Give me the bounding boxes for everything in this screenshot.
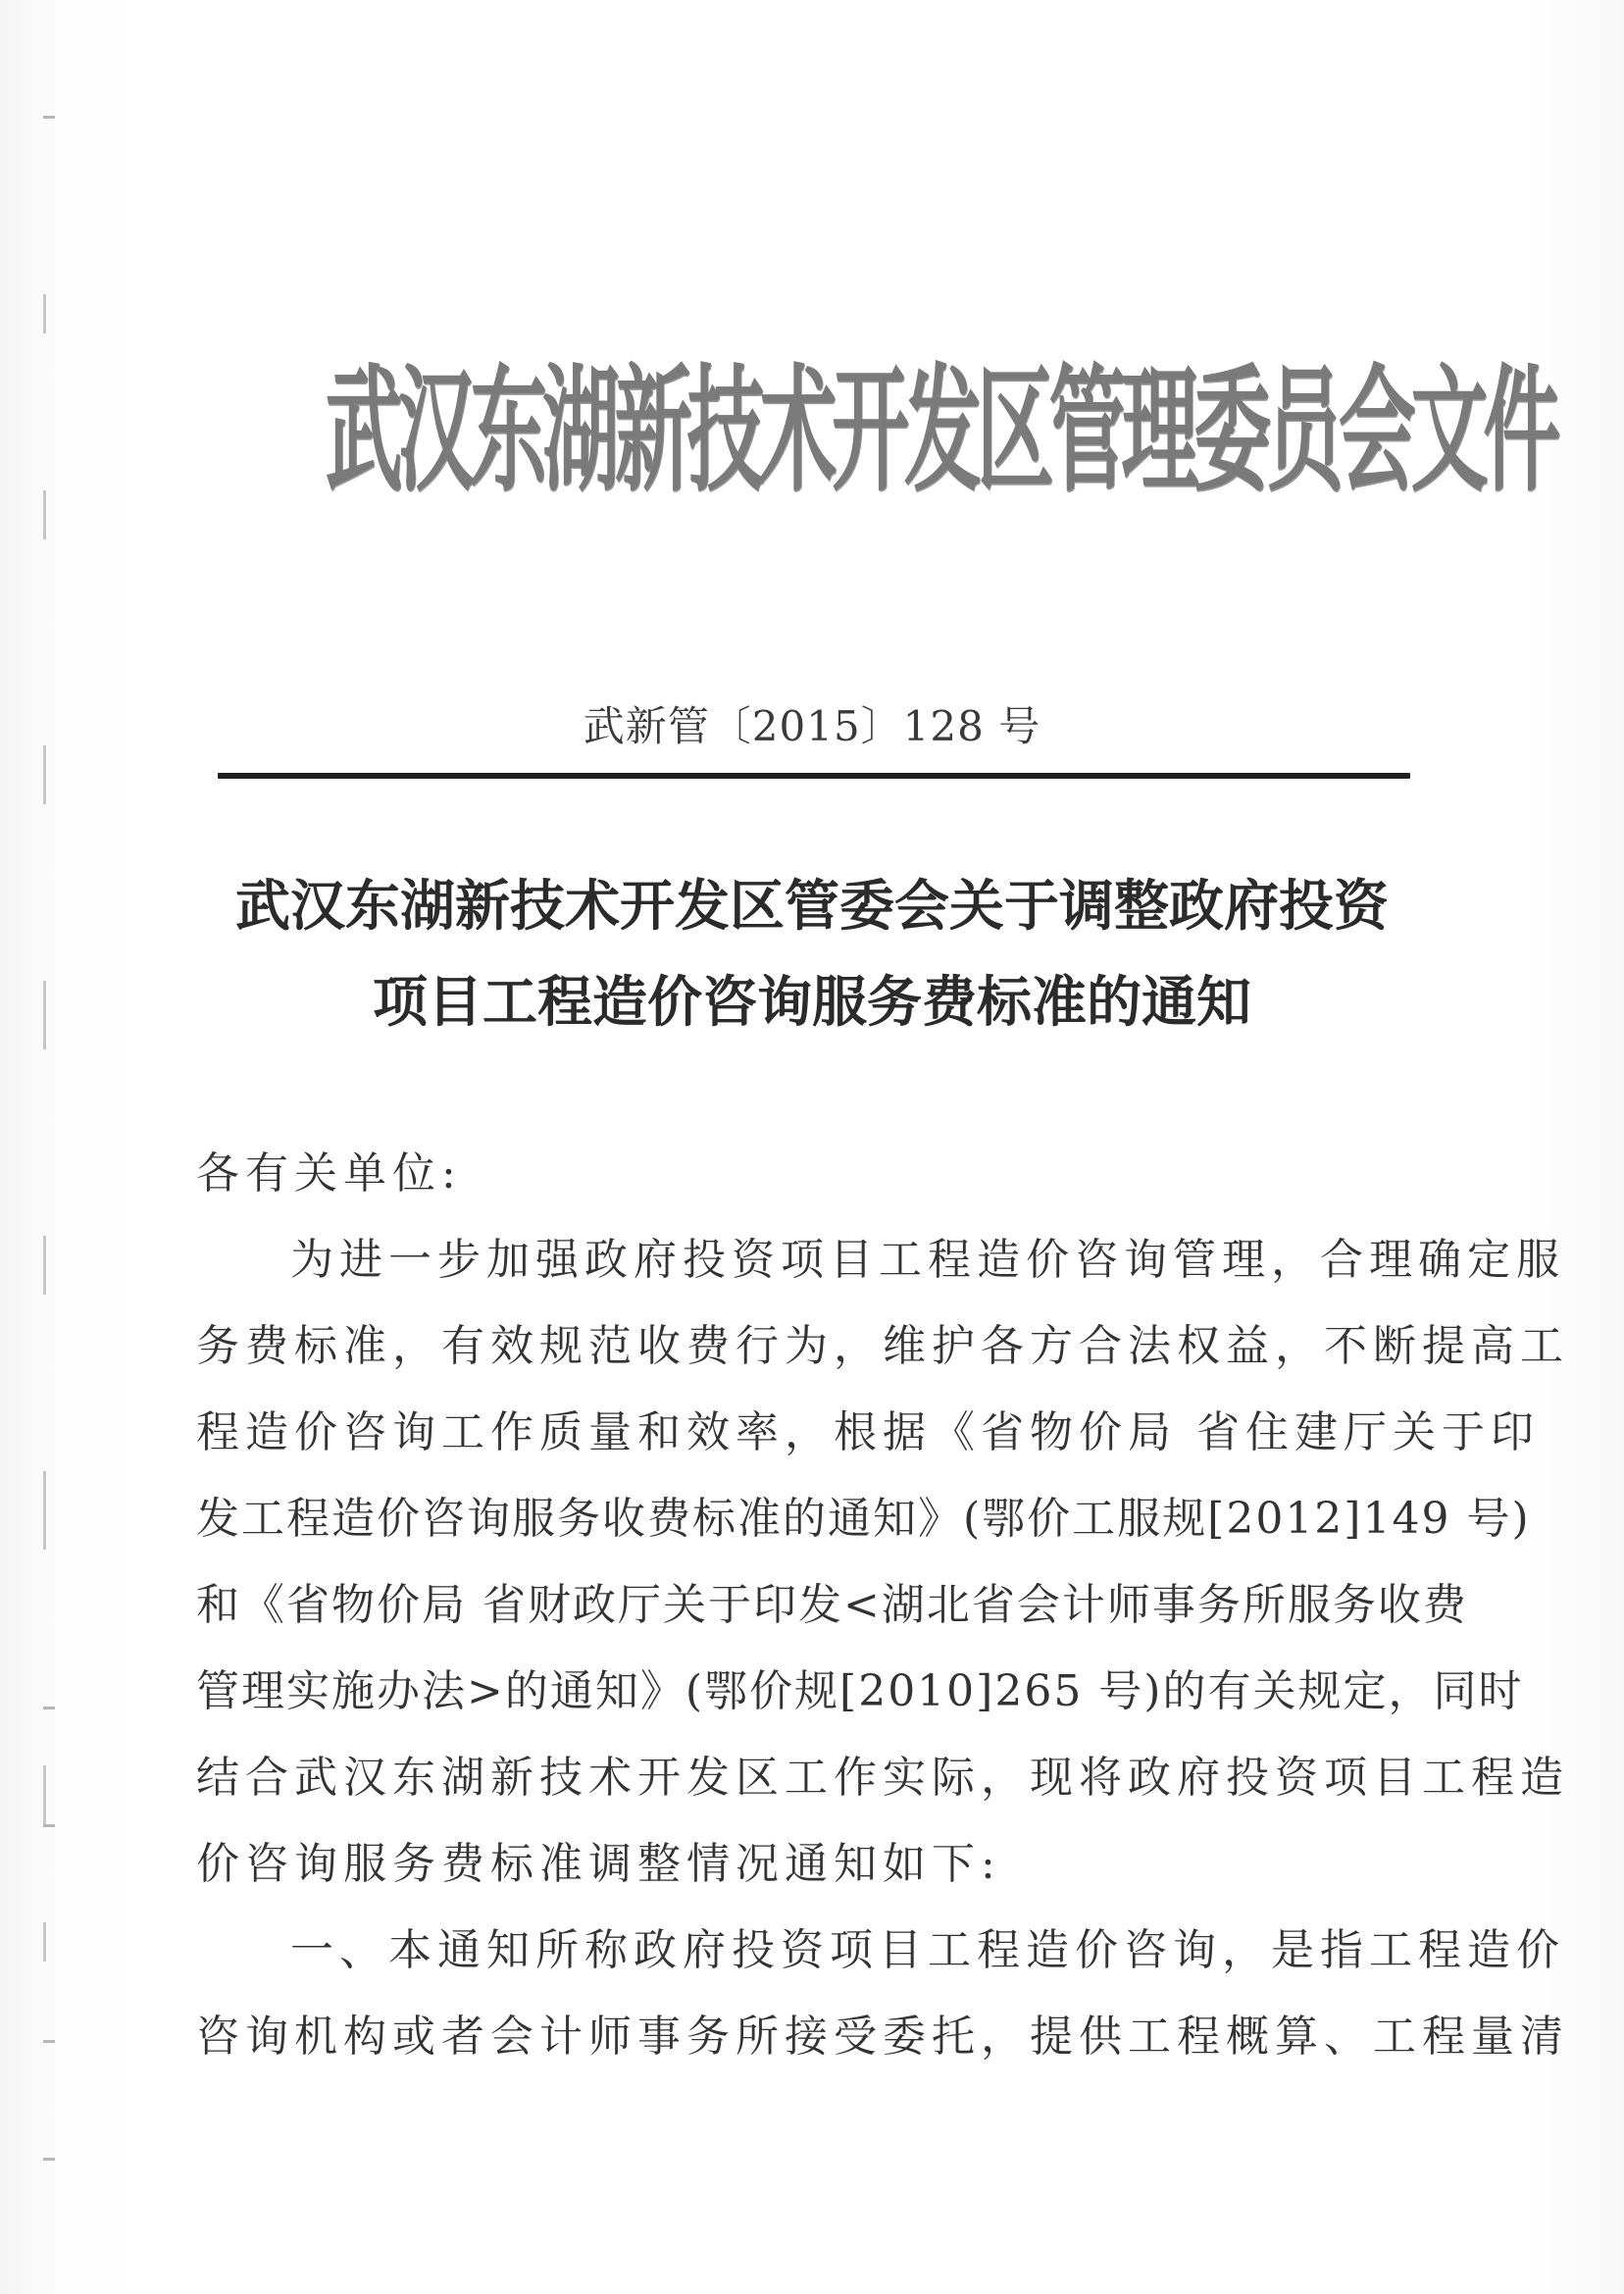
scan-margin-mark [43, 1824, 55, 1827]
body-line: 管理实施办法>的通知》(鄂价规[2010]265 号)的有关规定，同时 [196, 1666, 1524, 1716]
scan-margin-mark [43, 1471, 46, 1550]
scan-margin-mark [43, 2040, 55, 2043]
scan-margin-mark [43, 1236, 46, 1295]
scan-margin-mark [43, 2158, 55, 2161]
header-divider [218, 773, 1410, 779]
body-line: 务费标准，有效规范收费行为，维护各方合法权益，不断提高工 [196, 1321, 1569, 1371]
scan-margin-mark [43, 1765, 46, 1824]
notice-title-line-2: 项目工程造价咨询服务费标准的通知 [373, 971, 1251, 1035]
body-line: 为进一步加强政府投资项目工程造价咨询管理，合理确定服 [290, 1235, 1565, 1285]
body-line: 发工程造价咨询服务收费标准的通知》(鄂价工服规[2012]149 号) [196, 1494, 1531, 1544]
notice-title-line-1: 武汉东湖新技术开发区管委会关于调整政府投资 [235, 875, 1389, 939]
salutation: 各有关单位: [196, 1148, 462, 1198]
scan-margin-mark [43, 294, 46, 333]
scan-margin-mark [43, 1922, 46, 1962]
scan-margin-mark [43, 116, 55, 119]
body-line: 和《省物价局 省财政厅关于印发<湖北省会计师事务所服务收费 [196, 1580, 1468, 1630]
document-header-title: 武汉东湖新技术开发区管理委员会文件 [325, 349, 1556, 511]
scan-margin-mark [43, 490, 46, 539]
document-number: 武新管〔2015〕128 号 [583, 702, 1041, 750]
body-line: 结合武汉东湖新技术开发区工作实际，现将政府投资项目工程造 [196, 1753, 1569, 1803]
body-line: 程造价咨询工作质量和效率，根据《省物价局 省住建厅关于印 [196, 1407, 1540, 1457]
scan-margin-mark [43, 1707, 55, 1709]
body-line: 价咨询服务费标准调整情况通知如下: [196, 1839, 1001, 1889]
body-line: 咨询机构或者会计师事务所接受委托，提供工程概算、工程量清 [196, 2012, 1569, 2062]
body-line: 一、本通知所称政府投资项目工程造价咨询，是指工程造价 [290, 1925, 1565, 1975]
scan-margin-mark [43, 745, 46, 804]
